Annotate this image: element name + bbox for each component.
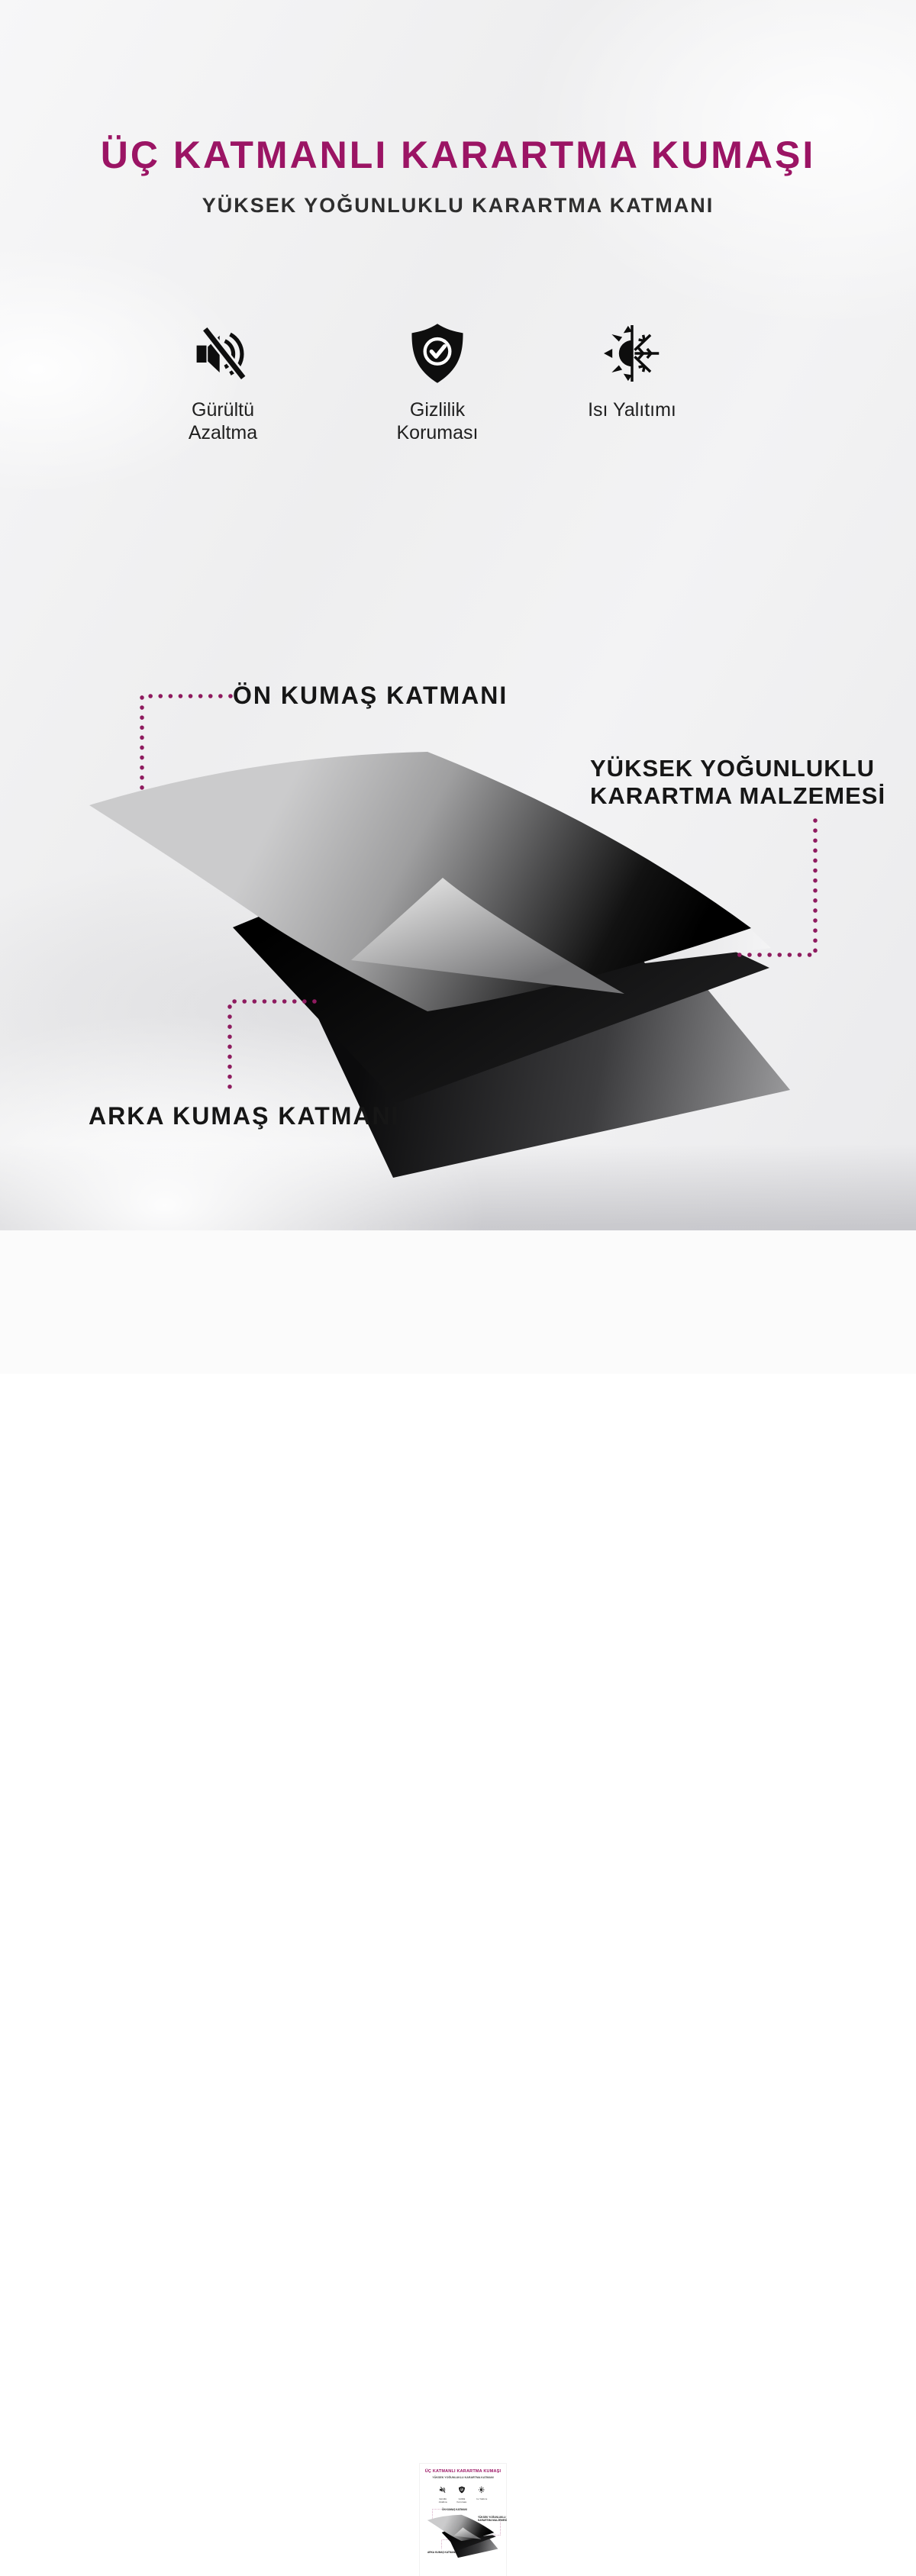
blackout-layer-label-line2: KARARTMA MALZEMESİ [590,782,886,809]
thumb-blackout-line2: KARARTMA MALZEMESİ [478,2518,507,2522]
feature-label [353,398,521,444]
muted-speaker-icon [439,2486,447,2494]
back-layer-label: ARKA KUMAŞ KATMANI [89,1102,400,1130]
backdrop [0,0,916,1230]
thumb-front-label: ÖN KUMAŞ KATMANI [442,2508,467,2511]
footer-strip [0,1230,916,2554]
thumb-label: Gürültü [439,2497,447,2500]
thumbnail-subtitle: YÜKSEK YOĞUNLUKLU KARARTMA KATMANI [432,2476,494,2479]
muted-speaker-icon [190,321,256,386]
thumb-label: Azaltma [438,2500,447,2503]
feature-label-line1: Gizlilik [409,399,466,421]
shield-check-icon [405,321,470,386]
thumbnail-icons-row [420,2484,506,2503]
feature-label [548,398,716,421]
fabric-layers-diagram [0,626,840,1236]
feature-privacy [353,321,521,444]
thumbnail-feature [457,2484,467,2503]
feature-label-line1: Isı Yalıtımı [588,399,676,421]
feature-heat-insulation [548,321,716,421]
feature-label-line2: Koruması [396,422,479,443]
page-subtitle: YÜKSEK YOĞUNLUKLU KARARTMA KATMANI [202,194,714,217]
feature-label-line1: Gürültü [192,399,254,421]
front-layer-label: ÖN KUMAŞ KATMANI [233,682,508,709]
thumbnail-title: ÜÇ KATMANLI KARARTMA KUMAŞI [424,2469,502,2474]
feature-noise-reduction [139,321,307,444]
thumbnail-feature [439,2484,447,2503]
thumb-label: Koruması [456,2500,467,2503]
page-title: ÜÇ KATMANLI KARARTMA KUMAŞI [100,134,816,176]
feature-label-line2: Azaltma [188,422,258,443]
sun-snowflake-icon [478,2486,485,2494]
feature-label [139,398,307,444]
blackout-layer-label-line1: YÜKSEK YOĞUNLUKLU [590,755,875,782]
thumb-label: Gizlilik [458,2497,466,2500]
thumb-back-label: ARKA KUMAŞ KATMANI [427,2551,456,2554]
shield-check-icon [458,2486,466,2494]
thumb-blackout-label [478,2516,507,2522]
thumb-label: Isı Yalıtımı [476,2497,488,2500]
thumbnail-feature [476,2484,487,2503]
blackout-layer-label [590,755,885,810]
sun-snowflake-icon [599,321,665,386]
gallery-thumbnail[interactable] [420,2464,506,2576]
thumb-blackout-line1: YÜKSEK YOĞUNLUKLU [478,2516,506,2519]
